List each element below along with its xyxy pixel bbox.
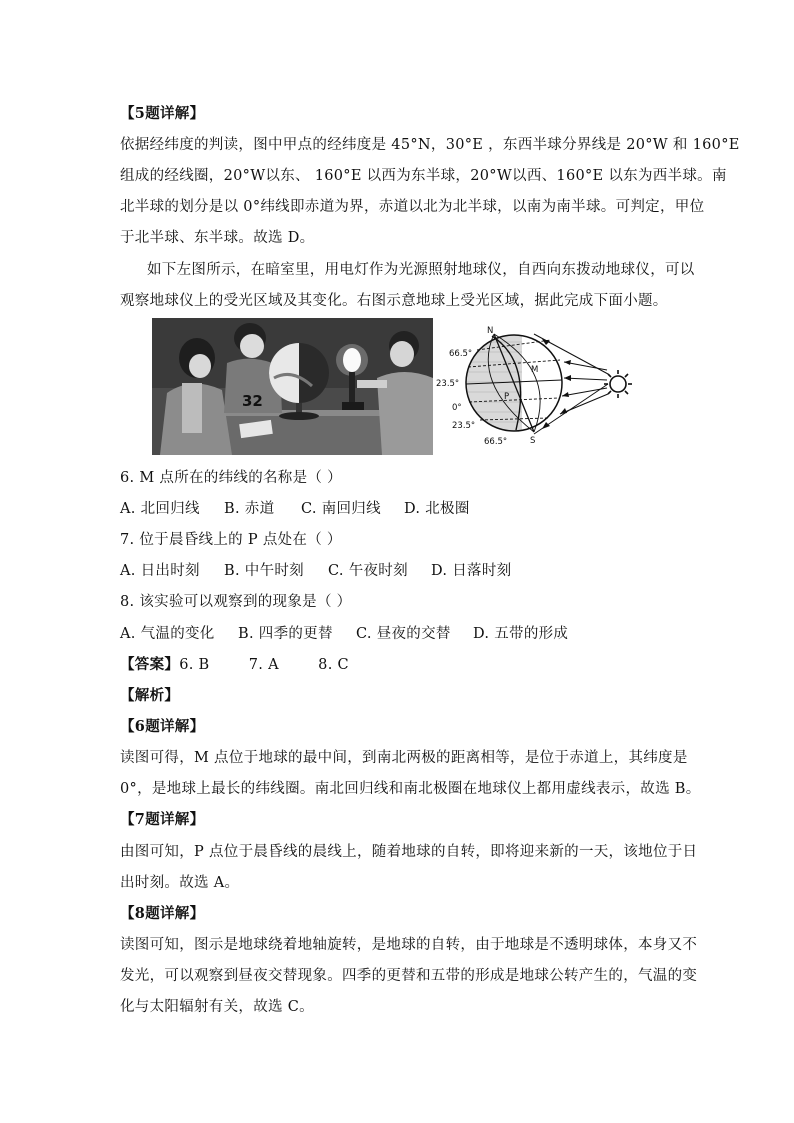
label-s: S — [530, 436, 536, 444]
label-lat-66-5-n: 66.5° — [449, 349, 473, 359]
q6-option-c: C. 南回归线 — [301, 501, 381, 517]
label-p: P — [504, 392, 510, 402]
q7-option-c: C. 午夜时刻 — [328, 563, 408, 579]
answer-line — [120, 655, 349, 675]
jersey-number: 32 — [242, 392, 263, 410]
q8-option-b: B. 四季的更替 — [238, 626, 333, 642]
answer-values: 6. B 7. A 8. C — [179, 657, 349, 673]
analysis-heading: 【解析】 — [120, 687, 180, 704]
sec5-line-1: 依据经纬度的判读，图中甲点的经纬度是 45°N，30°E ，东西半球分界线是 20°W 和 160°E — [120, 137, 740, 153]
sec5-line-2: 组成的经线圈，20°W以东、 160°E 以西为东半球，20°W以西、160°E 以东为西半球。南 — [120, 168, 727, 184]
q6-option-b: B. 赤道 — [224, 501, 275, 517]
q7-option-a: A. 日出时刻 — [120, 563, 200, 579]
sec6-line-2: 0°，是地球上最长的纬线圈。南北回归线和南北极圈在地球仪上都用虚线表示，故选 B。 — [120, 781, 701, 797]
q6-option-d: D. 北极圈 — [404, 501, 470, 517]
intro-line-2: 观察地球仪上的受光区域及其变化。右图示意地球上受光区域，据此完成下面小题。 — [120, 293, 668, 309]
section-5-heading: 【5题详解】 — [120, 105, 205, 122]
question-8: 8. 该实验可以观察到的现象是（ ） — [120, 594, 352, 610]
section-8-heading: 【8题详解】 — [120, 905, 205, 922]
q7-option-d: D. 日落时刻 — [431, 563, 512, 579]
label-lat-23-5-n: 23.5° — [436, 379, 460, 389]
sec8-line-1: 读图可知，图示是地球绕着地轴旋转，是地球的自转，由于地球是不透明球体，本身又不 — [120, 937, 698, 953]
answer-label: 【答案】 — [120, 656, 180, 673]
sec6-line-1: 读图可得，M 点位于地球的最中间，到南北两极的距离相等，是位于赤道上，其纬度是 — [120, 750, 688, 766]
q7-option-b: B. 中午时刻 — [224, 563, 304, 579]
sec7-line-2: 出时刻。故选 A。 — [120, 875, 240, 891]
earth-illumination-diagram — [432, 322, 642, 444]
q6-option-a: A. 北回归线 — [120, 501, 200, 517]
q8-option-a: A. 气温的变化 — [120, 626, 215, 642]
sec7-line-1: 由图可知，P 点位于晨昏线的晨线上，随着地球的自转，即将迎来新的一天，该地位于日 — [120, 844, 698, 860]
label-lat-23-5-s: 23.5° — [452, 421, 476, 431]
globe-experiment-photo — [152, 318, 433, 455]
sun-icon — [604, 370, 632, 398]
label-lat-66-5-s: 66.5° — [484, 437, 508, 444]
sec8-line-3: 化与太阳辐射有关，故选 C。 — [120, 999, 314, 1015]
sec8-line-2: 发光，可以观察到昼夜交替现象。四季的更替和五带的形成是地球公转产生的，气温的变 — [120, 968, 698, 984]
question-7: 7. 位于晨昏线上的 P 点处在（ ） — [120, 532, 342, 548]
label-m: M — [531, 365, 539, 375]
q8-option-d: D. 五带的形成 — [473, 626, 569, 642]
sec5-line-4: 于北半球、东半球。故选 D。 — [120, 230, 315, 246]
label-n: N — [487, 326, 494, 336]
label-lat-0: 0° — [452, 403, 462, 413]
q8-option-c: C. 昼夜的交替 — [356, 626, 451, 642]
question-6: 6. M 点所在的纬线的名称是（ ） — [120, 470, 342, 486]
section-7-heading: 【7题详解】 — [120, 811, 205, 828]
intro-line-1: 如下左图所示，在暗室里，用电灯作为光源照射地球仪，自西向东拨动地球仪，可以 — [147, 262, 695, 278]
sec5-line-3: 北半球的划分是以 0°纬线即赤道为界，赤道以北为北半球，以南为南半球。可判定，甲位 — [120, 199, 705, 215]
section-6-heading: 【6题详解】 — [120, 718, 205, 735]
